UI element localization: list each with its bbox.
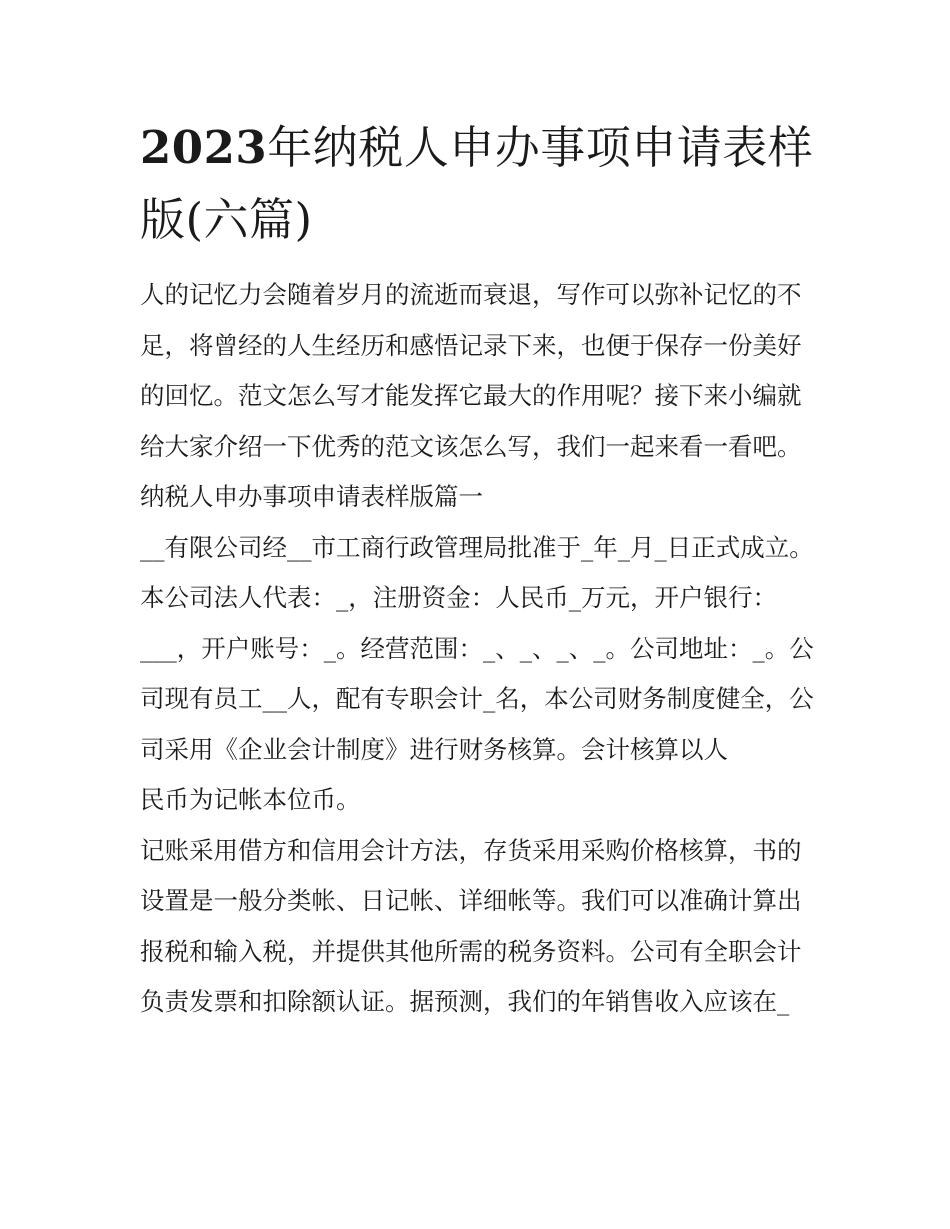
title-text: 年纳税人申办事项申请表样版(六篇) <box>140 121 814 246</box>
section-heading: 纳税人申办事项申请表样版篇一 <box>140 482 483 511</box>
currency-paragraph: 民币为记帐本位币。 <box>140 785 361 814</box>
document-body <box>140 270 820 1028</box>
document-title <box>140 112 820 256</box>
intro-paragraph: 人的记忆力会随着岁月的流逝而衰退，写作可以弥补记忆的不足，将曾经的人生经历和感悟记录下来，也便于保存一份美好的回忆。范文怎么写才能发挥它最大的作用呢？接下来小编就给大家介绍一下优秀的范文该怎么写，我们一起来看一看吧。 <box>140 280 802 461</box>
company-info-paragraph: __有限公司经__市工商行政管理局批准于_年_月_日正式成立。本公司法人代表：_，注册资金：人民币_万元，开户银行：___，开户账号：_。经营范围：_、_、_、_。公司地址：_。公司现有员工__人，配有专职会计_名，本公司财务制度健全，公司采用《企业会计制度》进行财务核算。会计核算以人 <box>140 532 814 764</box>
accounting-paragraph: 记账采用借方和信用会计方法，存货采用采购价格核算，书的设置是一般分类帐、日记帐、详细帐等。我们可以准确计算出报税和输入税，并提供其他所需的税务资料。公司有全职会计负责发票和扣除额认证。据预测，我们的年销售收入应该在_ <box>140 835 802 1016</box>
title-year: 2023 <box>140 121 268 174</box>
document-page <box>140 112 820 1028</box>
